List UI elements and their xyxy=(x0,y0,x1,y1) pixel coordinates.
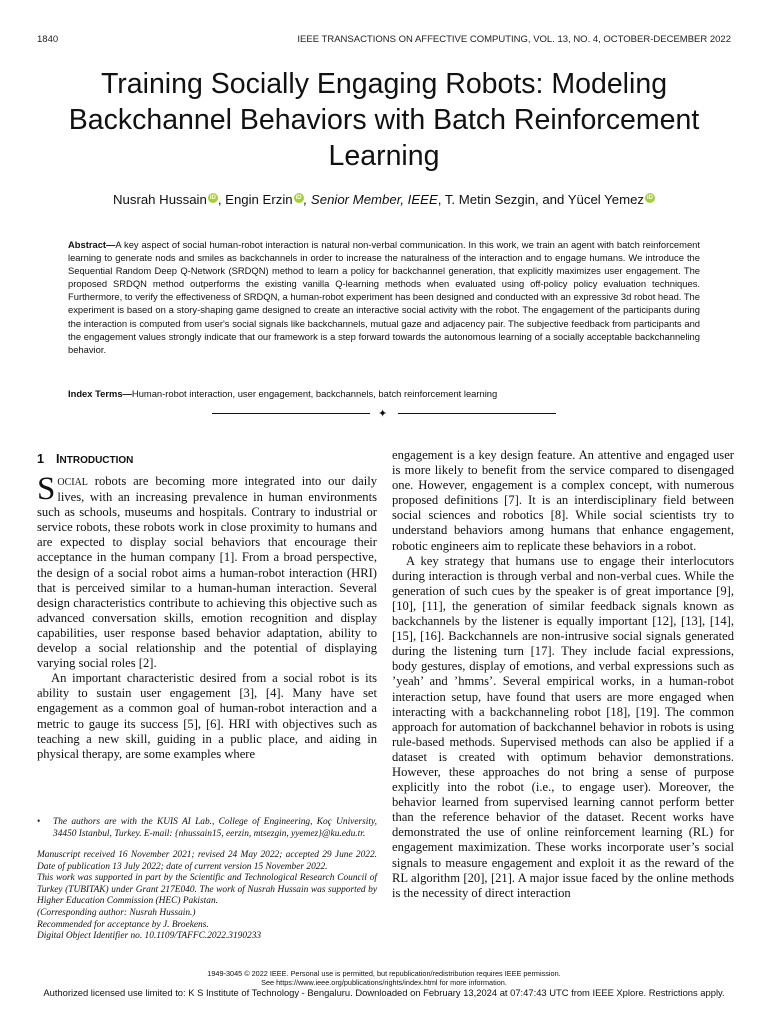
orcid-icon[interactable]: iD xyxy=(647,194,653,201)
copyright-line: 1949-3045 © 2022 IEEE. Personal use is permitted, but republication/redistribution requires IEEE permission. xyxy=(207,969,561,978)
footnote-affiliation xyxy=(37,817,377,840)
footnote-publication-info xyxy=(37,850,377,943)
funding-note: This work was supported in part by the Scientific and Technological Research Council of Turkey (TUBITAK) under Grant 217E040. The work of Nusrah Hussain was supported by Higher Education Commission (HEC) Pakistan. xyxy=(37,873,377,907)
manuscript-dates: Manuscript received 16 November 2021; revised 24 May 2022; accepted 29 June 2022. Date of publication 13 July 2022; date of current version 15 November 2022. xyxy=(37,850,377,872)
running-header xyxy=(37,34,731,48)
corresponding-author: (Corresponding author: Nusrah Hussain.) xyxy=(37,907,196,918)
right-column xyxy=(392,448,734,901)
separator-rule-left xyxy=(212,413,370,414)
abstract-label: Abstract— xyxy=(68,239,116,250)
rights-link[interactable]: See https://www.ieee.org/publications/rights/index.html for more information. xyxy=(261,978,507,987)
author-role: , Senior Member, IEEE xyxy=(303,192,438,207)
index-terms-label: Index Terms— xyxy=(68,388,132,399)
section-title-rest: NTRODUCTION xyxy=(59,455,134,466)
author-name: , Engin Erzin xyxy=(217,192,293,207)
paragraph xyxy=(37,471,377,671)
index-terms xyxy=(68,387,700,400)
section-title-initial: I xyxy=(56,452,60,466)
paragraph: A key strategy that humans use to engage their interlocutors during interaction is through verbal and non-verbal cues. While the generation of such cues by the speaker is of great importance [9], [10], [11], the generation of similar feedback signals known as backchannels by the listener is equally important [12], [13], [14], [15], [16]. Backchannels are non-intrusive social signals generated during the listening turn [17]. They include facial expressions, body gestures, display of emotions, and verbal expressions such as ’yeah’ and ’hmms’. Several empirical works, in a human-robot interaction setup, have found that users are more engaged when interacting with a backchanneling robot [18], [19]. The common approach for automation of backchannel behavior in robots is using rule-based methods. Supervised methods can also be applied if a dataset is created with optimum behavior demonstrations. However, these approaches do not bring a sense of purpose explicitly into the robot (i.e., to engage user). Moreover, the behavior learned from supervised learning cannot perform better than the reference behavior of the dataset. Recent works have demonstrated the use of online reinforcement learning (RL) for engagement maximization. These works incorporate user’s social signals to measure engagement and exploit it as the reward of the RL algorithm [20], [21]. A major issue faced by the online methods is the necessity of direct interaction xyxy=(392,553,734,900)
paper-title: Training Socially Engaging Robots: Modeling Backchannel Behaviors with Batch Reinforcement Learning xyxy=(68,68,700,172)
index-terms-text: Human-robot interaction, user engagement, backchannels, batch reinforcement learning xyxy=(131,388,498,399)
paragraph-text: robots are becoming more integrated into our daily lives, with an increasing prevalence in human environments such as schools, museums and hospitals. Contrary to industrial or service robots, these robots work in close proximity to humans and are expected to display social behaviors that encourage their acceptance in the human company [1]. From a broad perspective, the design of a social robot aims a human-robot interaction (HRI) that is perceived similar to a human-human interaction. Several design characteristics contribute to achieving this objective such as advanced conversation skills, emotion recognition and display capabilities, user response based behavior adaptation, ability to develop a social relationship and the potential of displaying varying social roles [2]. xyxy=(37,474,377,671)
doi: Digital Object Identifier no. 10.1109/TAFFC.2022.3190233 xyxy=(37,931,262,942)
abstract xyxy=(68,238,700,356)
journal-header: IEEE TRANSACTIONS ON AFFECTIVE COMPUTING, VOL. 13, NO. 4, OCTOBER-DECEMBER 2022 xyxy=(297,34,731,45)
paragraph: An important characteristic desired from a social robot is its ability to sustain user engagement [3], [4]. Many have set engagement as a common goal of human-robot interaction and a metric to gauge its success [5], [6]. HRI with objectives such as teaching a new skill, guiding in a public place, and aiding in physical therapy, are some examples where xyxy=(37,671,377,761)
paragraph: engagement is a key design feature. An attentive and engaged user is more likely to benefit from the service compared to disengaged one. However, engagement is a complex concept, with numerous proposed definitions [7]. It is an interdisciplinary field between social sciences and robotics [8]. While social scientists try to understand behaviors among humans that enhance engagement, robotic engineers aim to replicate these behaviors in a robot. xyxy=(392,448,734,553)
author-name: Nusrah Hussain xyxy=(113,192,207,207)
authorized-use-line: Authorized licensed use limited to: K S Institute of Technology - Bengaluru. Downloaded on February 13,2024 at 07:47:43 UTC from IEEE Xplore. Restrictions apply. xyxy=(43,987,725,998)
page-number: 1840 xyxy=(37,34,59,45)
section-number: 1 xyxy=(37,452,45,466)
bullet: • xyxy=(37,817,41,827)
affiliation-text: The authors are with the KUIS AI Lab., College of Engineering, Koç University, 34450 Istanbul, Turkey. E-mail: {nhussain15, eerzin, mtsezgin, yyemez}@ku.edu.tr. xyxy=(53,817,377,839)
copyright-footer xyxy=(0,969,768,987)
section-separator xyxy=(212,406,556,422)
orcid-icon[interactable]: iD xyxy=(295,194,302,201)
separator-rule-right xyxy=(398,413,556,414)
small-caps-word: OCIAL xyxy=(57,477,88,488)
section-heading xyxy=(37,452,377,466)
orcid-icon[interactable]: iD xyxy=(209,194,216,201)
drop-cap: S xyxy=(37,471,56,507)
author-line xyxy=(40,192,728,207)
separator-diamond-icon: ✦ xyxy=(378,407,388,420)
recommended-by: Recommended for acceptance by J. Broekens. xyxy=(37,919,209,930)
left-column xyxy=(37,452,377,762)
abstract-text: A key aspect of social human-robot interaction is natural non-verbal communication. In this work, we train an agent with batch reinforcement learning to generate nods and smiles as backchannels in order to increase the naturalness of the interaction and to engage humans. We introduce the Sequential Random Deep Q-Network (SRDQN) method to learn a policy for backchannel generation, that explicitly maximizes user engagement. The proposed SRDQN method outperforms the existing vanilla Q-learning methods when evaluated using off-policy policy evaluation techniques. Furthermore, to verify the effectiveness of SRDQN, a human-robot experiment has been designed and conducted with an expressive 3d robot head. The experiment is based on a story-shaping game designed to create an interactive social activity with the robot. The engagement of the participants during the interaction is computed from user's social signals like backchannels, mutual gaze and adjacency pair. The subjective feedback from participants and the engagement values strongly indicate that our framework is a step forward towards the autonomous learning of a socially acceptable backchanneling behavior. xyxy=(68,239,700,355)
author-name: , T. Metin Sezgin, and Yücel Yemez xyxy=(437,192,644,207)
